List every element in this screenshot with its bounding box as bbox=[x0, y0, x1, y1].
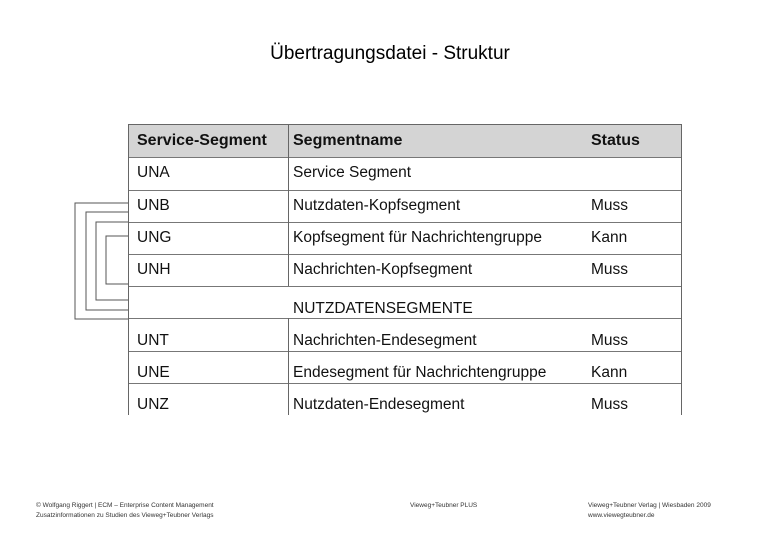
slide-title: Übertragungsdatei - Struktur bbox=[270, 43, 510, 64]
segment-name: Nutzdaten-Kopfsegment bbox=[293, 197, 461, 214]
column-divider bbox=[288, 318, 289, 415]
table-row bbox=[129, 190, 681, 222]
segment-name: Service Segment bbox=[293, 164, 412, 181]
row-divider bbox=[129, 286, 681, 287]
table-row bbox=[129, 254, 681, 286]
footer-publisher-plus: Vieweg+Teubner PLUS bbox=[410, 502, 478, 509]
row-divider bbox=[129, 254, 681, 255]
footer-copyright: © Wolfgang Riggert | ECM – Enterprise Content Management bbox=[36, 502, 214, 509]
header-status: Status bbox=[591, 132, 640, 149]
nesting-bracket-graphic bbox=[74, 202, 130, 320]
footer-info: Zusatzinformationen zu Studien des Vieweg+Teubner Verlags bbox=[36, 512, 214, 519]
segment-code: UNZ bbox=[137, 396, 169, 413]
row-divider bbox=[129, 190, 681, 191]
row-divider bbox=[129, 222, 681, 223]
segment-status: Muss bbox=[591, 197, 629, 214]
segment-code: UNB bbox=[137, 197, 170, 214]
header-segmentname: Segmentname bbox=[293, 132, 403, 149]
table-row bbox=[129, 325, 681, 357]
table-row bbox=[129, 293, 681, 325]
row-divider bbox=[129, 318, 681, 319]
table-row bbox=[129, 357, 681, 389]
table-header-row bbox=[129, 125, 681, 157]
segment-code: UNG bbox=[137, 229, 172, 246]
column-divider bbox=[288, 125, 289, 286]
segment-code: UNA bbox=[137, 164, 170, 181]
segment-name: Nachrichten-Endesegment bbox=[293, 332, 477, 349]
table-row bbox=[129, 157, 681, 189]
segment-code: UNT bbox=[137, 332, 169, 349]
structure-table bbox=[128, 124, 682, 415]
segment-status: Kann bbox=[591, 364, 628, 381]
segment-name: Nutzdaten-Endesegment bbox=[293, 396, 465, 413]
segment-status: Kann bbox=[591, 229, 628, 246]
row-divider bbox=[129, 157, 681, 158]
row-divider bbox=[129, 351, 681, 352]
segment-code: UNH bbox=[137, 261, 171, 278]
segment-name: Endesegment für Nachrichtengruppe bbox=[293, 364, 547, 381]
segment-name: Kopfsegment für Nachrichtengruppe bbox=[293, 229, 543, 246]
table-row bbox=[129, 222, 681, 254]
table-row bbox=[129, 389, 681, 415]
footer-publisher-url: www.viewegteubner.de bbox=[588, 512, 655, 519]
segment-code: UNE bbox=[137, 364, 170, 381]
segment-status: Muss bbox=[591, 261, 629, 278]
segment-name: NUTZDATENSEGMENTE bbox=[293, 300, 473, 317]
segment-name: Nachrichten-Kopfsegment bbox=[293, 261, 473, 278]
segment-status: Muss bbox=[591, 396, 629, 413]
footer-publisher-place: Vieweg+Teubner Verlag | Wiesbaden 2009 bbox=[588, 502, 711, 509]
segment-status: Muss bbox=[591, 332, 629, 349]
header-service-segment: Service-Segment bbox=[137, 132, 267, 149]
row-divider bbox=[129, 383, 681, 384]
